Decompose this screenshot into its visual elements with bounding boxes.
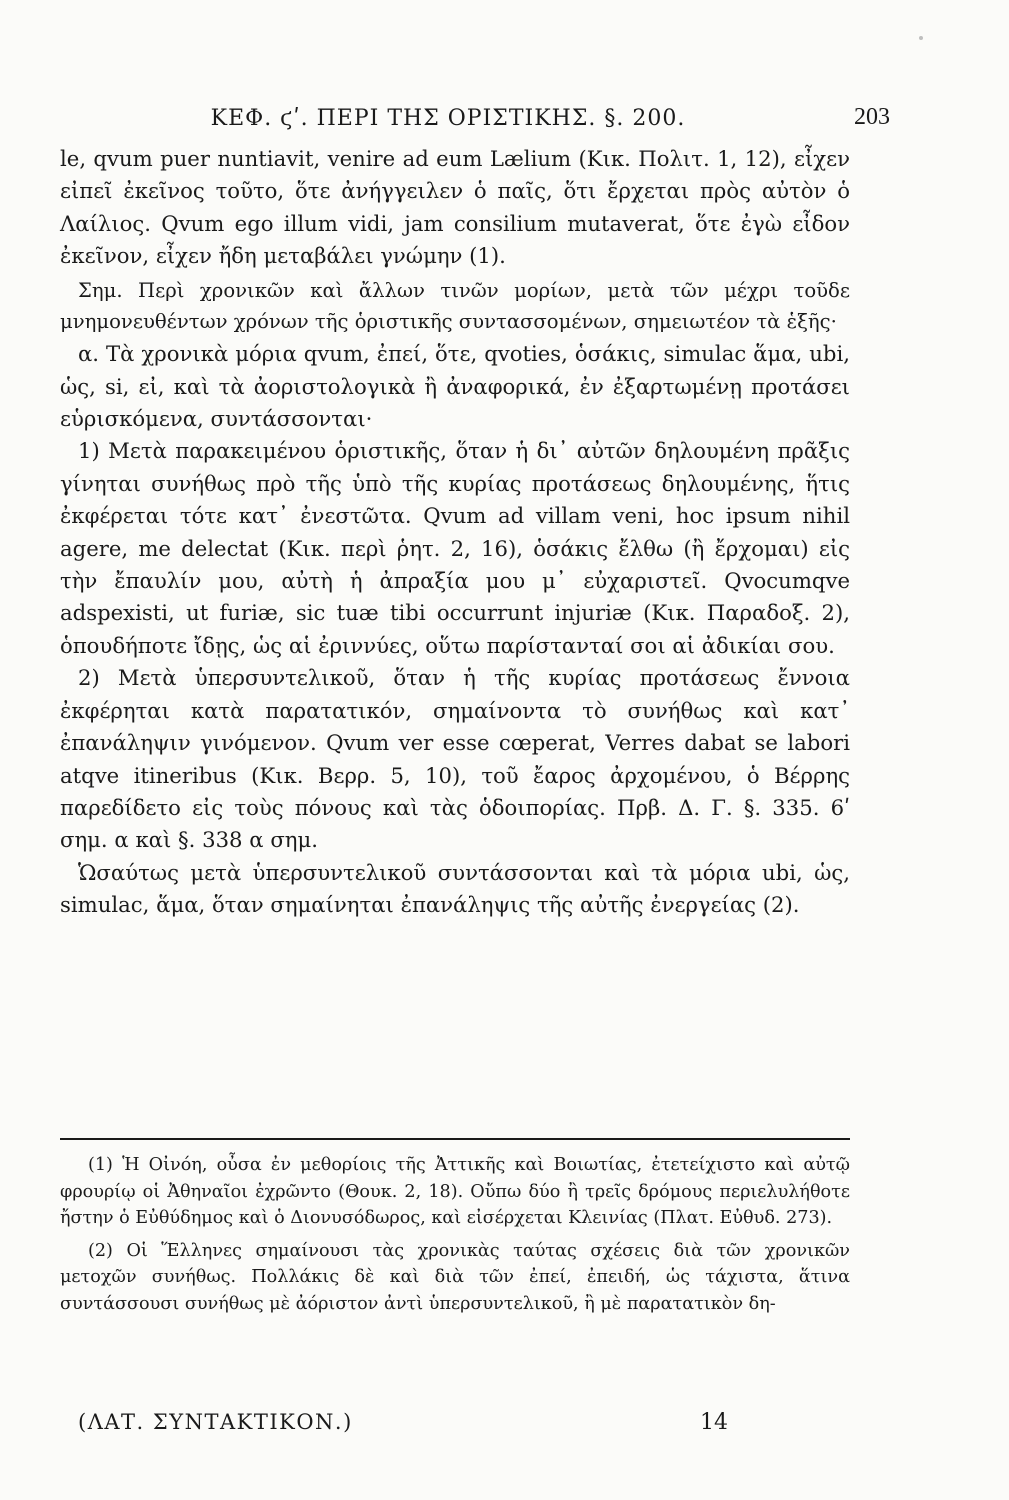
main-text <box>60 143 850 922</box>
signature-footer <box>60 1410 850 1446</box>
paragraph-continuation: le, qvum puer nuntiavit, venire ad eum Lælium (Κικ. Πολιτ. 1, 12), εἶχεν εἰπεῖ ἐκεῖνος τοῦτο, ὅτε ἀνήγγειλεν ὁ παῖς, ὅτι ἔρχεται πρὸς αὐτὸν ὁ Λαίλιος. Qvum ego illum vidi, jam consilium mutaverat, ὅτε ἐγὼ εἶδον ἐκεῖνον, εἶχεν ἤδη μεταβάλει γνώμην (1). <box>60 146 850 269</box>
signature-mark: 14 <box>700 1410 728 1435</box>
paragraph-rule-2: 2) Μετὰ ὑπερσυντελικοῦ, ὅταν ἡ τῆς κυρίας προτάσεως ἔννοια ἐκφέρηται κατὰ παρατατικόν, σημαίνοντα τὸ συνήθως καὶ κατ᾽ ἐπανάληψιν γινόμενον. Qvum ver esse cœperat, Verres dabat se labori atqve itineribus (Κικ. Βερρ. 5, 10), τοῦ ἔαρος ἀρχομένου, ὁ Βέρρης παρεδίδετο εἰς τοὺς πόνους καὶ τὰς ὁδοιπορίας. Πρβ. Δ. Γ. §. 335. 6ʹ σημ. α καὶ §. 338 α σημ. <box>60 665 850 853</box>
paragraph-remark: Σημ. Περὶ χρονικῶν καὶ ἄλλων τινῶν μορίων, μετὰ τῶν μέχρι τοῦδε μνημονευθέντων χρόνων τῆς ὁριστικῆς συντασσομένων, σημειωτέον τὰ ἑξῆς· <box>60 278 850 334</box>
footnotes <box>60 1152 850 1323</box>
footnote-2: (2) Οἱ Ἕλληνες σημαίνουσι τὰς χρονικὰς ταύτας σχέσεις διὰ τῶν χρονικῶν μετοχῶν συνήθως. Πολλάκις δὲ καὶ διὰ τῶν ἐπεί, ἐπειδή, ὡς τάχιστα, ἅτινα συντάσσουσι συνήθως μὲ ἀόριστον ἀντὶ ὑπερσυντελικοῦ, ἢ μὲ παρατατικὸν δη- <box>60 1240 850 1314</box>
paragraph-alpha: α. Τὰ χρονικὰ μόρια qvum, ἐπεί, ὅτε, qvoties, ὁσάκις, simulac ἅμα, ubi, ὡς, si, εἰ, καὶ τὰ ἀοριστολογικὰ ἢ ἀναφορικά, ἐν ἐξαρτωμένῃ προτάσει εὑρισκόμενα, συντάσσονται· <box>60 341 850 432</box>
chapter-heading: ΚΕΦ. ϛʹ. ΠΕΡΙ ΤΗΣ ΟΡΙΣΤΙΚΗΣ. §. 200. <box>210 106 686 131</box>
ink-speck <box>919 36 923 40</box>
footnote-1: (1) Ἡ Οἰνόη, οὖσα ἐν μεθορίοις τῆς Ἀττικῆς καὶ Βοιωτίας, ἐτετείχιστο καὶ αὐτῷ φρουρίῳ οἱ Ἀθηναῖοι ἐχρῶντο (Θουκ. 2, 18). Οὔπω δύο ἢ τρεῖς δρόμους περιελυλήθοτε ἤστην ὁ Εὐθύδημος καὶ ὁ Διονυσόδωρος, καὶ εἰσέρχεται Κλεινίας (Πλατ. Εὐθυδ. 273). <box>60 1155 850 1228</box>
paragraph-rule-1: 1) Μετὰ παρακειμένου ὁριστικῆς, ὅταν ἡ δι᾽ αὐτῶν δηλουμένη πρᾶξις γίνηται συνήθως πρὸ τῆς ὑπὸ τῆς κυρίας προτάσεως δηλουμένης, ἥτις ἐκφέρεται τότε κατ᾽ ἐνεστῶτα. Qvum ad villam veni, hoc ipsum nihil agere, me delectat (Κικ. περὶ ῥητ. 2, 16), ὁσάκις ἔλθω (ἢ ἔρχομαι) εἰς τὴν ἔπαυλίν μου, αὐτὴ ἡ ἀπραξία μου μ᾽ εὐχαριστεῖ. Qvocumqve adspexisti, ut furiæ, sic tuæ tibi occurrunt injuriæ (Κικ. Παραδοξ. 2), ὁπουδήποτε ἴδῃς, ὡς αἱ ἐριννύες, οὕτω παρίστανταί σοι αἱ ἀδικίαι σου. <box>60 438 850 658</box>
signature-title: (ΛΑΤ. ΣΥΝΤΑΚΤΙΚΟΝ.) <box>78 1410 353 1434</box>
footnote-separator <box>60 1138 850 1140</box>
page-number: 203 <box>854 104 890 130</box>
running-head <box>60 100 890 140</box>
paragraph-similarly: Ὡσαύτως μετὰ ὑπερσυντελικοῦ συντάσσονται καὶ τὰ μόρια ubi, ὡς, simulac, ἅμα, ὅταν σημαίνηται ἐπανάληψις τῆς αὐτῆς ἐνεργείας (2). <box>60 859 850 918</box>
